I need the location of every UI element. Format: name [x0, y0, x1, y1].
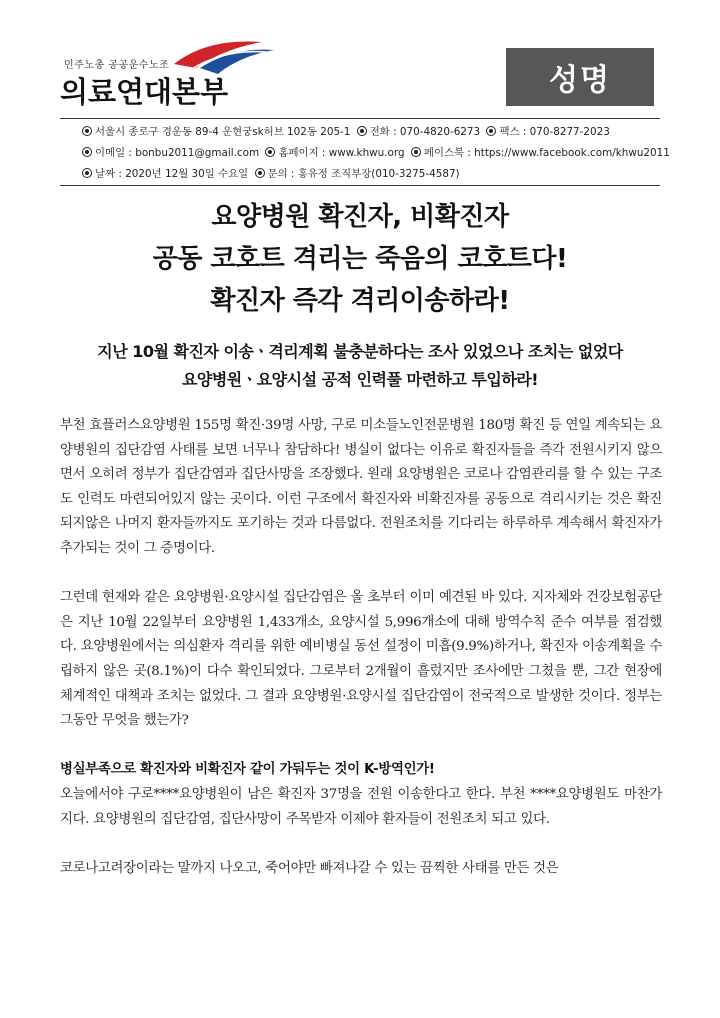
info-row-1: 서울시 종로구 경운동 89-4 운현궁sk허브 102동 205-1 전화 : 070-4820-6273 팩스 : 070-8277-2023 — [82, 122, 682, 143]
header-divider-bottom — [60, 185, 660, 186]
info-row-3: 날짜 : 2020년 12월 30일 수요일 문의 : 홍유정 조직부장(010-3275-4587) — [82, 164, 682, 185]
union-big-name: 의료연대본부 — [60, 75, 229, 109]
header-divider-top — [60, 118, 660, 119]
facebook-link[interactable]: https://www.facebook.com/khwu2011 — [474, 147, 670, 159]
title-line-1: 요양병원 확진자, 비확진자 — [211, 202, 509, 232]
bullet-icon — [255, 168, 265, 178]
bullet-icon — [82, 126, 92, 136]
bullet-icon — [357, 126, 367, 136]
contact-person: 홍유정 조직부장(010-3275-4587) — [297, 168, 460, 180]
section-heading: 병실부족으로 확진자와 비확진자 같이 가둬두는 것이 K-방역인가! — [60, 762, 435, 778]
body-paragraph-1: 부천 효플러스요양병원 155명 확진·39명 사망, 구로 미소들노인전문병원 180명 확진 등 연일 계속되는 요양병원의 집단감염 사태를 보면 너무나 참담하다! 병실이 없다는 이유로 확진자들을 즉각 전원시키지 않으면서 오히려 정부가 집단감염과 집단사망을 조장했다. 원래 요양병원은 코로나 감염관리를 할 수 있는 구조도 인력도 마련되어있지 않는 곳이다. 이런 구조에서 확진자와 비확진자를 공동으로 격리시키는 것은 확진되지않은 나머지 환자들까지도 포기하는 것과 다름없다. 전원조치를 기다리는 하루하루 계속해서 확진자가 추가되는 것이 그 증명이다. — [60, 418, 662, 556]
statement-title — [0, 196, 720, 322]
homepage-link[interactable]: www.khwu.org — [328, 147, 405, 159]
phone: 070-4820-6273 — [399, 126, 481, 138]
body-paragraph-2: 그런데 현재와 같은 요양병원·요양시설 집단감염은 올 초부터 이미 예견된 바 있다. 지자체와 건강보험공단은 지난 10월 22일부터 요양병원 1,433개소, 요양시설 5,996개소에 대해 방역수칙 준수 여부를 점검했다. 요양병원에서는 의심환자 격리를 위한 예비병실 동선 설정이 미흡(9.9%)하거나, 확진자 이송계획을 수립하지 않은 곳(8.1%)이 다수 확인되었다. 그로부터 2개월이 흘렀지만 조사에만 그쳤을 뿐, 그간 현장에 체계적인 대책과 조치는 없었다. 그 결과 요양병원·요양시설 집단감염이 전국적으로 발생한 것이다. 정부는 그동안 무엇을 했는가? — [60, 590, 662, 729]
issue-date: 2020년 12월 30일 수요일 — [125, 168, 249, 180]
email-link[interactable]: bonbu2011@gmail.com — [135, 147, 260, 159]
statement-subtitle — [0, 338, 720, 394]
statement-body — [60, 414, 662, 906]
subtitle-line-1: 지난 10월 확진자 이송ㆍ격리계획 불충분하다는 조사 있었으나 조치는 없었다 — [97, 342, 623, 361]
bullet-icon — [411, 147, 421, 157]
bullet-icon — [82, 147, 92, 157]
subtitle-line-2: 요양병원ㆍ요양시설 공적 인력풀 마련하고 투입하라! — [181, 370, 539, 389]
union-logo — [60, 34, 290, 114]
fax: 070-8277-2023 — [529, 126, 610, 138]
contact-info — [82, 122, 682, 185]
body-paragraph-3: 오늘에서야 구로****요양병원이 남은 확진자 37명을 전원 이송한다고 한다. 부천 ****요양병원도 마찬가지다. 요양병원의 집단감염, 집단사망이 주목받자 이제야 환자들이 전원조치 되고 있다. — [60, 786, 662, 827]
letterhead — [0, 0, 720, 118]
body-paragraph-4: 코로나고려장이라는 말까지 나오고, 죽어야만 빠져나갈 수 있는 끔찍한 사태를 만든 것은 — [60, 860, 559, 876]
bullet-icon — [265, 147, 275, 157]
info-row-2: 이메일 : bonbu2011@gmail.com 홈페이지 : www.khwu.org 페이스북 : https://www.facebook.com/khwu2011 — [82, 143, 682, 164]
title-line-3: 확진자 즉각 격리이송하라! — [210, 286, 510, 316]
document-type-badge: 성명 — [506, 48, 654, 106]
title-line-2: 공동 코호트 격리는 죽음의 코호트다! — [152, 244, 568, 274]
bullet-icon — [486, 126, 496, 136]
address: 서울시 종로구 경운동 89-4 운현궁sk허브 102동 205-1 — [95, 126, 351, 138]
bullet-icon — [82, 168, 92, 178]
union-small-name: 민주노총 공공운수노조 — [64, 60, 170, 71]
